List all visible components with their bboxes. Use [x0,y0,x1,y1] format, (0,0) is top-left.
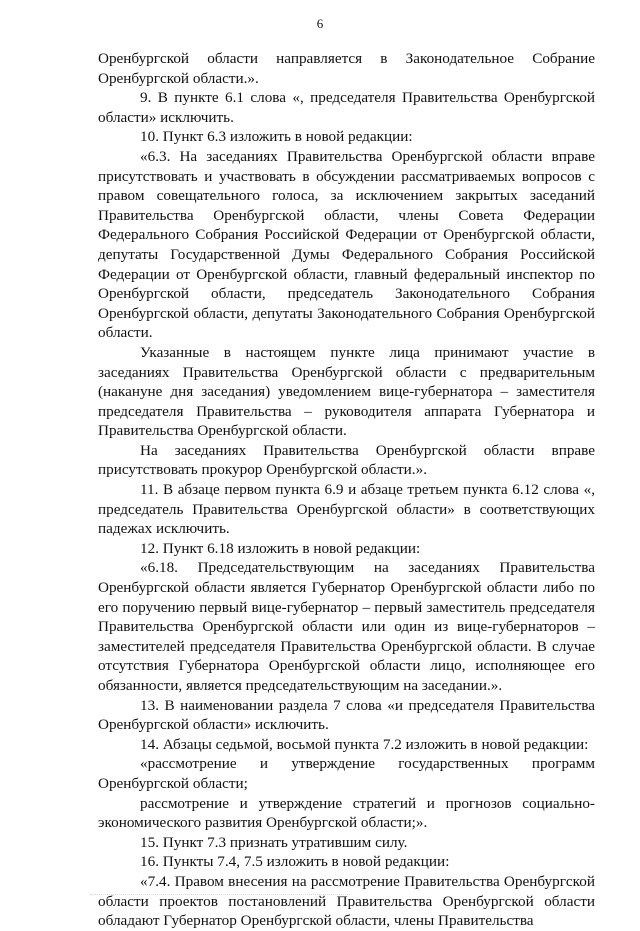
paragraph-clause-7-4: «7.4. Правом внесения на рассмотрение Правительства Оренбургской области проектов постановлений Правительства Оренбургской области обладают Губернатор Оренбургской области, члены Правительства [98,872,595,930]
paragraph-item-12: 12. Пункт 6.18 изложить в новой редакции: [140,539,421,557]
paragraph-item-9: 9. В пункте 6.1 слова «, председателя Правительства Оренбургской области» исключить. [98,89,595,126]
paragraph-clause-6-3-part-3: На заседаниях Правительства Оренбургской области вправе присутствовать прокурор Оренбургской области.». [98,441,595,479]
paragraph-continuation: Оренбургской области направляется в Законодательное Собрание Оренбургской области.». [98,50,595,87]
scan-artifact [90,894,350,898]
paragraph-clause-6-3-part-2: Указанные в настоящем пункте лица принимают участие в заседаниях Правительства Оренбургской области с предварительным (накануне дня заседания) уведомлением вице-губернатора – заместителя председателя Правительства – руководителя аппарата Губернатора и Правительства Оренбургской области. [98,343,595,440]
paragraph-item-11: 11. В абзаце первом пункта 6.9 и абзаце третьем пункта 6.12 слова «, председатель Правительства Оренбургской области» в соответствующих падежах исключить. [98,481,595,538]
page-number: 6 [316,16,324,31]
paragraph-clause-7-2-a: «рассмотрение и утверждение государственных программ Оренбургской области; [98,755,595,792]
paragraph-item-14: 14. Абзацы седьмой, восьмой пункта 7.2 изложить в новой редакции: [140,735,589,753]
paragraph-item-13: 13. В наименовании раздела 7 слова «и председателя Правительства Оренбургской области» исключить. [98,696,595,734]
document-body [98,49,595,931]
paragraph-item-15: 15. Пункт 7.3 признать утратившим силу. [140,833,408,851]
paragraph-clause-7-2-b: рассмотрение и утверждение стратегий и прогнозов социально-экономического развития Оренбургской области;». [98,794,595,832]
paragraph-clause-6-18: «6.18. Председательствующим на заседаниях Правительства Оренбургской области является Губернатор Оренбургской области либо по его поручению первый вице-губернатор – первый заместитель председателя Правительства Оренбургской области или один из вице-губернаторов – заместителей председателя Правительства Оренбургской области. В случае отсутствия Губернатора Оренбургской области лицо, исполняющее его обязанности, является председательствующим на заседании.». [98,559,595,694]
paragraph-item-16: 16. Пункты 7.4, 7.5 изложить в новой редакции: [140,853,450,871]
paragraph-clause-6-3: «6.3. На заседаниях Правительства Оренбургской области вправе присутствовать и участвовать в обсуждении рассматриваемых вопросов с правом совещательного голоса, за исключением закрытых заседаний Правительства Оренбургской области, члены Совета Федерации Федерального Собрания Российской Федерации от Оренбургской области, депутаты Государственной Думы Федерального Собрания Российской Федерации от Оренбургской области, главный федеральный инспектор по Оренбургской области, председатель Законодательного Собрания Оренбургской области, депутаты Законодательного Собрания Оренбургской области. [98,147,595,342]
paragraph-item-10: 10. Пункт 6.3 изложить в новой редакции: [140,128,413,146]
